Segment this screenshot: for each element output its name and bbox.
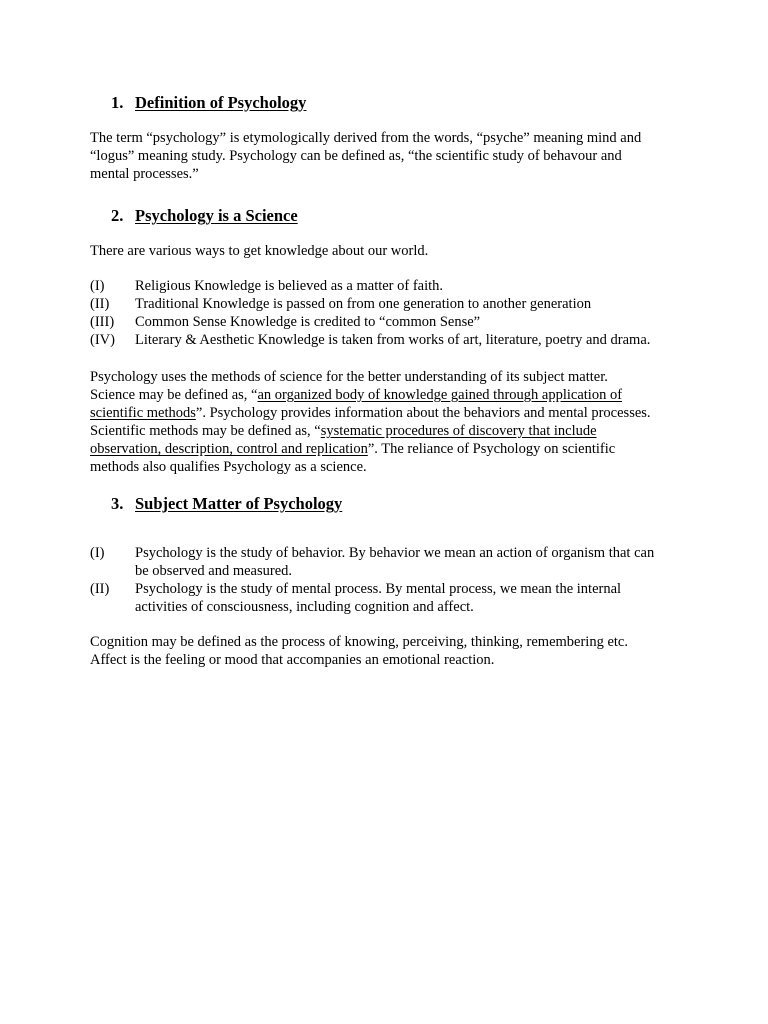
section-3-closing [90, 633, 690, 669]
list-item [90, 295, 690, 313]
section-1-line-3: mental processes.” [90, 166, 199, 182]
list-marker: (II) [90, 296, 110, 312]
para-line-6: methods also qualifies Psychology as a science. [90, 459, 367, 475]
list-text-line-1: Psychology is the study of behavior. By behavior we mean an action of organism that can [135, 545, 655, 561]
list-marker: (I) [90, 545, 105, 561]
list-text: Common Sense Knowledge is credited to “common Sense” [135, 314, 481, 330]
list-text: Religious Knowledge is believed as a matter of faith. [135, 278, 444, 294]
para-line-4-prefix: Scientific methods may be defined as, “ [90, 423, 321, 439]
section-2-intro: There are various ways to get knowledge about our world. [90, 243, 429, 259]
section-1-number: 1. [111, 93, 124, 112]
section-2-title: Psychology is a Science [135, 206, 298, 225]
section-3-number: 3. [111, 494, 124, 513]
list-item [90, 331, 690, 349]
section-2-heading [90, 205, 690, 227]
para-line-5-suffix: ”. The reliance of Psychology on scientific [367, 441, 616, 457]
list-marker: (III) [90, 314, 115, 330]
list-marker: (IV) [90, 332, 115, 348]
list-text-line-2: be observed and measured. [135, 563, 293, 579]
list-text: Traditional Knowledge is passed on from one generation to another generation [135, 296, 592, 312]
section-1-paragraph [90, 129, 690, 183]
section-1-line-2: “logus” meaning study. Psychology can be defined as, “the scientific study of behavour and [90, 148, 622, 164]
para-line-3-suffix: ”. Psychology provides information about the behaviors and mental processes. [195, 405, 651, 421]
science-definition-part-1: an organized body of knowledge gained through application of [257, 387, 623, 403]
list-item [90, 544, 690, 580]
section-3-title: Subject Matter of Psychology [135, 494, 343, 513]
list-text-line-1: Psychology is the study of mental process. By mental process, we mean the internal [135, 581, 622, 597]
list-marker: (I) [90, 278, 105, 294]
section-2-paragraph [90, 368, 690, 476]
closing-line-2: Affect is the feeling or mood that accompanies an emotional reaction. [90, 652, 495, 668]
section-1-line-1: The term “psychology” is etymologically derived from the words, “psyche” meaning mind and [90, 130, 642, 146]
list-item [90, 277, 690, 295]
section-2-number: 2. [111, 206, 124, 225]
list-text [135, 544, 690, 580]
list-text [135, 580, 690, 616]
method-definition-part-2: observation, description, control and replication [90, 441, 368, 457]
science-definition-part-2: scientific methods [90, 405, 196, 421]
list-text: Literary & Aesthetic Knowledge is taken from works of art, literature, poetry and drama. [135, 332, 651, 348]
closing-line-1: Cognition may be defined as the process of knowing, perceiving, thinking, remembering etc. [90, 634, 628, 650]
section-3-heading [90, 493, 690, 515]
list-item [90, 580, 690, 616]
document-page [90, 92, 690, 669]
subject-matter-list [90, 544, 690, 616]
para-line-2-prefix: Science may be defined as, “ [90, 387, 258, 403]
section-1-heading [90, 92, 690, 114]
list-text-line-2: activities of consciousness, including cognition and affect. [135, 599, 474, 615]
para-line-1: Psychology uses the methods of science for the better understanding of its subject matter. [90, 369, 608, 385]
knowledge-list [90, 277, 690, 349]
list-marker: (II) [90, 581, 110, 597]
section-1-title: Definition of Psychology [135, 93, 307, 112]
method-definition-part-1: systematic procedures of discovery that include [320, 423, 597, 439]
list-item [90, 313, 690, 331]
